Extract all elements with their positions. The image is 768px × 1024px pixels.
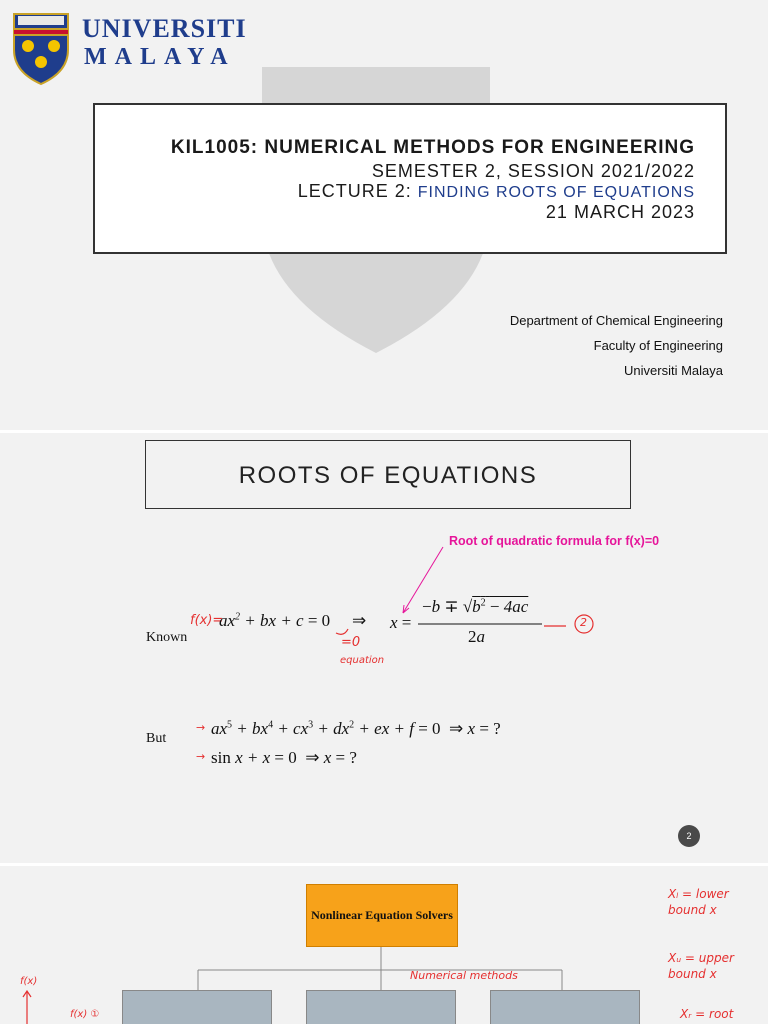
hand-fx: f(x)= [190,613,224,628]
university-logo [12,10,247,90]
slide-1 [0,0,768,430]
lecture-prefix: LECTURE 2: [297,181,418,201]
quadratic-equation: $ax^2$ + bx + c = 0 [219,611,331,630]
tree-connectors [190,947,590,992]
solver-box-right [490,990,640,1024]
hand-xl-note: Xₗ = lower bound x [668,887,729,917]
hand-fx-axis: f(x) [20,976,38,987]
logo-line-2: MALAYA [84,44,236,70]
but-label: But [146,731,167,746]
solver-box-left [122,990,272,1024]
annotation-text: Root of quadratic formula for f(x)=0 [449,534,660,548]
slide-3 [0,866,768,1024]
title-box [93,103,727,254]
hand-circle-number: 2 [580,616,587,629]
hand-numerical-methods: Numerical methods [410,969,518,982]
page-number: 2 [678,825,700,847]
solver-box-middle [306,990,456,1024]
course-title: KIL1005: NUMERICAL METHODS FOR ENGINEERING [170,137,695,158]
hand-arrow-2: → [196,750,206,763]
faculty: Faculty of Engineering [593,338,723,353]
university: Universiti Malaya [624,363,723,378]
semester-line: SEMESTER 2, SESSION 2021/2022 [371,161,695,181]
hand-fcn: f(x) ① [70,1009,100,1020]
hand-arrow-1: → [196,721,206,734]
quadratic-numerator: $-b \mp √b^2 - 4ac$ [422,597,529,616]
quadratic-denominator: 2a [468,627,485,646]
quintic-equation: $ax^5 + bx^4 + cx^3 + dx^2$ + ex + f = 0 ⇒ x = ? [211,719,501,738]
x-equals: x = [390,613,412,632]
crest-icon [12,10,70,86]
hand-equation: equation [340,655,385,666]
sine-equation: sin x + x = 0 ⇒ x = ? [211,748,357,767]
known-label: Known [146,630,188,645]
slide-title: ROOTS OF EQUATIONS [145,440,631,509]
hand-xu-note: Xᵤ = upper bound x [668,951,734,981]
department: Department of Chemical Engineering [509,313,723,328]
slide-2 [0,433,768,863]
lecture-date: 21 MARCH 2023 [545,202,695,222]
hand-zero: =0 [341,635,361,650]
hand-axis-arrow [20,990,34,1024]
nonlinear-solvers-box: Nonlinear Equation Solvers [306,884,458,947]
lecture-line [298,181,695,202]
logo-line-1: UNIVERSITI [82,14,247,43]
lecture-topic: FINDING ROOTS OF EQUATIONS [417,184,695,201]
implies-symbol: ⇒ [352,611,367,630]
hand-xr-note: Xᵣ = root [680,1007,734,1021]
